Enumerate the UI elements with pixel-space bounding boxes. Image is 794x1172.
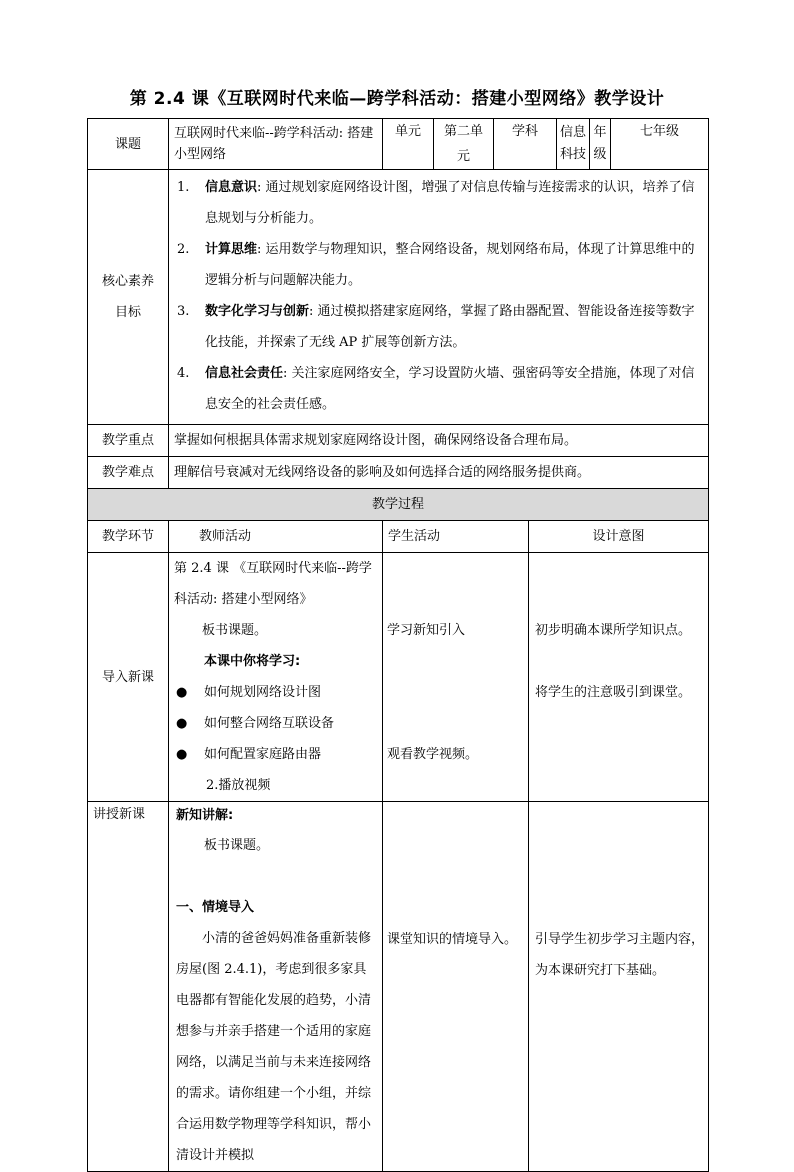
bullet-dot: ● <box>176 747 188 762</box>
lecture-student <box>383 802 529 1172</box>
lecture-intent-text: 引导学生初步学习主题内容，为本课研究打下基础。 <box>535 932 705 978</box>
goal-text: : 关注家庭网络安全，学习设置防火墙、强密码等安全措施，体现了对信息安全的社会责任感。 <box>205 366 695 412</box>
lesson-value: 互联网时代来临--跨学科活动: 搭建小型网络 <box>169 119 383 170</box>
key-point-label: 教学重点 <box>88 425 169 457</box>
header-stage: 教学环节 <box>88 521 169 553</box>
intro-learn-heading: 本课中你将学习: <box>204 654 301 669</box>
lecture-row <box>88 802 709 1172</box>
goal-text: : 通过模拟搭建家庭网络，掌握了路由器配置、智能设备连接等数字化技能，并探索了无线 AP 扩展等创新方法。 <box>205 304 695 350</box>
header-student: 学生活动 <box>383 521 529 553</box>
intro-intent-1: 初步明确本课所学知识点。 <box>535 623 692 638</box>
core-label: 核心素养目标 <box>88 170 169 425</box>
goal-item <box>173 172 702 234</box>
goal-heading: 信息社会责任 <box>205 366 284 381</box>
key-point-text: 掌握如何根据具体需求规划家庭网络设计图，确保网络设备合理布局。 <box>169 425 709 457</box>
info-row <box>88 119 709 170</box>
goal-heading: 计算思维 <box>205 242 258 257</box>
bullet-text: 如何整合网络互联设备 <box>204 716 335 731</box>
lesson-label: 课题 <box>88 119 169 170</box>
header-teacher: 教师活动 <box>169 521 383 553</box>
goal-text: : 运用数学与物理知识，整合网络设备，规划网络布局，体现了计算思维中的逻辑分析与问题解决能力。 <box>205 242 695 288</box>
process-section-row <box>88 489 709 521</box>
goal-number: 1. <box>177 180 190 195</box>
subject-value: 信息科技 <box>557 119 590 170</box>
goal-item <box>173 358 702 420</box>
difficulty-text: 理解信号衰减对无线网络设备的影响及如何选择合适的网络服务提供商。 <box>169 457 709 489</box>
lecture-student-text: 课堂知识的情境导入。 <box>387 932 518 947</box>
process-header-row <box>88 521 709 553</box>
bullet-dot: ● <box>176 716 188 731</box>
intro-stage: 导入新课 <box>88 553 169 802</box>
header-intent: 设计意图 <box>529 521 709 553</box>
intro-intent-2: 将学生的注意吸引到课堂。 <box>535 685 692 700</box>
goal-number: 3. <box>177 304 190 319</box>
bullet-text: 如何配置家庭路由器 <box>204 747 322 762</box>
intro-video: 2.播放视频 <box>206 778 271 793</box>
lecture-stage: 讲授新课 <box>88 802 169 1172</box>
intro-student-1: 学习新知引入 <box>387 623 466 638</box>
intro-lesson-title: 第 2.4 课 《互联网时代来临--跨学科活动: 搭建小型网络》 <box>174 561 372 607</box>
page-title: 第 2.4 课《互联网时代来临—跨学科活动：搭建小型网络》教学设计 <box>129 89 665 109</box>
bullet-dot: ● <box>176 685 188 700</box>
intro-student <box>383 553 529 802</box>
lecture-intent <box>529 802 709 1172</box>
lecture-teacher <box>169 802 383 1172</box>
goal-number: 4. <box>177 366 190 381</box>
lecture-board: 板书课题。 <box>204 838 270 853</box>
intro-student-2: 观看教学视频。 <box>387 747 479 762</box>
difficulty-label: 教学难点 <box>88 457 169 489</box>
lecture-section-head: 一、情境导入 <box>176 900 255 915</box>
unit-label: 单元 <box>383 119 434 170</box>
key-point-row <box>88 425 709 457</box>
core-goals-row <box>88 170 709 425</box>
goal-number: 2. <box>177 242 190 257</box>
goal-item <box>173 296 702 358</box>
goal-heading: 信息意识 <box>205 180 258 195</box>
intro-board: 板书课题。 <box>202 623 268 638</box>
goal-text: : 通过规划家庭网络设计图，增强了对信息传输与连接需求的认识，培养了信息规划与分析能力。 <box>205 180 695 226</box>
difficulty-row <box>88 457 709 489</box>
core-goals <box>169 170 709 425</box>
bullet-text: 如何规划网络设计图 <box>204 685 322 700</box>
process-section-title: 教学过程 <box>88 489 709 521</box>
intro-bullet <box>174 708 378 739</box>
lesson-plan-table <box>87 118 709 1172</box>
lecture-paragraph: 小清的爸爸妈妈准备重新装修房屋(图 2.4.1)，考虑到很多家具电器都有智能化发展的趋势，小清想参与并亲手搭建一个适用的家庭网络，以满足当前与未来连接网络的需求。请你组建一个小组，并综合运用数学物理等学科知识，帮小清设计并模拟 <box>176 931 372 1163</box>
intro-bullet <box>174 739 378 770</box>
intro-teacher <box>169 553 383 802</box>
subject-label: 学科 <box>494 119 557 170</box>
unit-value: 第二单元 <box>434 119 494 170</box>
goal-item <box>173 234 702 296</box>
grade-value: 七年级 <box>611 119 709 170</box>
intro-intent <box>529 553 709 802</box>
intro-row <box>88 553 709 802</box>
lecture-new-knowledge: 新知讲解: <box>176 808 234 823</box>
grade-label: 年级 <box>590 119 611 170</box>
intro-bullet <box>174 677 378 708</box>
goal-heading: 数字化学习与创新 <box>205 304 310 319</box>
